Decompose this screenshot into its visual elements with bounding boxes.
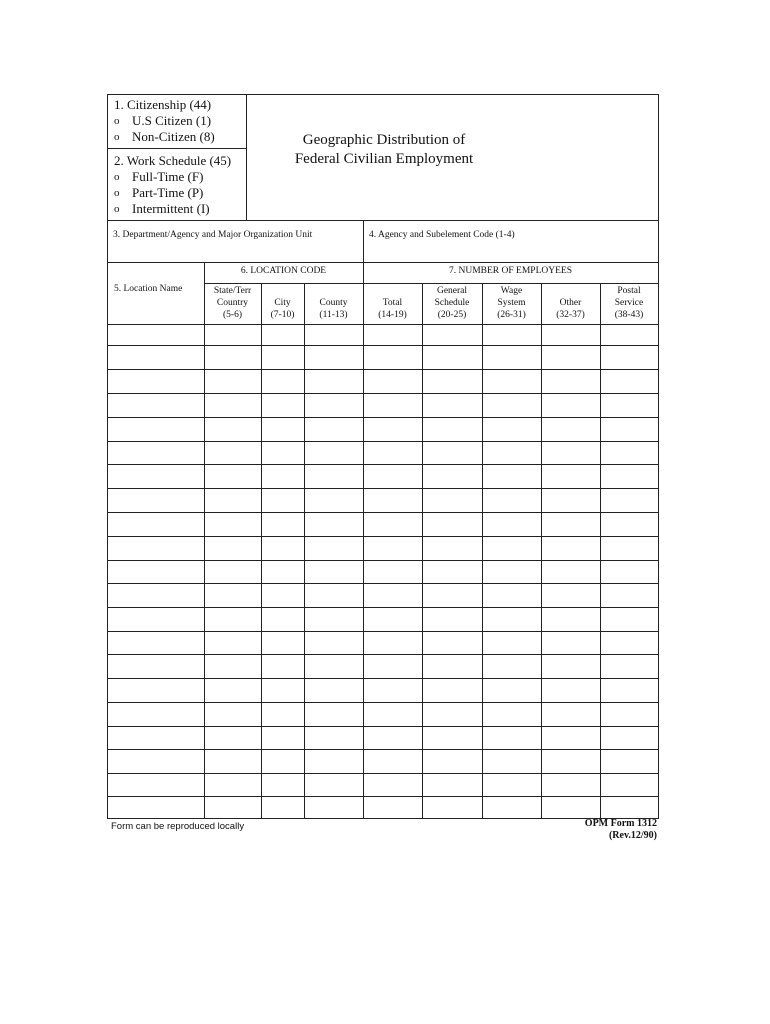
general-schedule-cell[interactable] xyxy=(422,464,482,488)
form-title xyxy=(246,131,522,169)
city-cell[interactable] xyxy=(261,560,304,583)
wage-system-cell[interactable] xyxy=(482,702,541,726)
table-row xyxy=(108,702,658,726)
table-row xyxy=(108,749,658,773)
city-cell[interactable] xyxy=(261,702,304,726)
table-row xyxy=(108,536,658,560)
wage-system-cell[interactable] xyxy=(482,464,541,488)
city-cell[interactable] xyxy=(261,417,304,441)
location-name-cell[interactable] xyxy=(108,417,204,441)
location-name-cell[interactable] xyxy=(108,369,204,393)
reproduction-note: Form can be reproduced locally xyxy=(111,821,245,832)
divider xyxy=(108,148,246,149)
state-terr-country-cell[interactable] xyxy=(204,726,261,749)
county-cell[interactable] xyxy=(304,583,363,607)
total-cell[interactable] xyxy=(363,702,422,726)
radio-bullet-icon: o xyxy=(114,171,120,183)
county-cell[interactable] xyxy=(304,702,363,726)
city-column-header xyxy=(261,285,304,321)
postal-service-cell[interactable] xyxy=(600,796,658,818)
postal-service-cell[interactable] xyxy=(600,464,658,488)
location-name-cell[interactable] xyxy=(108,345,204,369)
state-terr-country-cell[interactable] xyxy=(204,631,261,654)
other-cell[interactable] xyxy=(541,702,600,726)
table-row xyxy=(108,464,658,488)
column-header-line: (32-37) xyxy=(556,310,585,320)
city-cell[interactable] xyxy=(261,488,304,512)
general-schedule-cell[interactable] xyxy=(422,631,482,654)
total-cell[interactable] xyxy=(363,583,422,607)
total-cell[interactable] xyxy=(363,631,422,654)
column-header-line: General xyxy=(436,286,468,296)
other-cell[interactable] xyxy=(541,488,600,512)
column-header-line: Country xyxy=(216,298,249,308)
table-row xyxy=(108,678,658,702)
location-name-cell[interactable] xyxy=(108,678,204,702)
full-time-label: Full-Time (F) xyxy=(132,169,204,184)
wage-system-column-header xyxy=(482,285,541,321)
form-number xyxy=(585,818,657,842)
other-cell[interactable] xyxy=(541,536,600,560)
non-citizen-label: Non-Citizen (8) xyxy=(132,129,215,144)
total-cell[interactable] xyxy=(363,607,422,631)
radio-bullet-icon: o xyxy=(114,131,120,143)
other-cell[interactable] xyxy=(541,560,600,583)
postal-service-cell[interactable] xyxy=(600,726,658,749)
county-cell[interactable] xyxy=(304,464,363,488)
county-cell[interactable] xyxy=(304,607,363,631)
general-schedule-cell[interactable] xyxy=(422,749,482,773)
state-terr-country-cell[interactable] xyxy=(204,796,261,818)
other-cell[interactable] xyxy=(541,773,600,796)
wage-system-cell[interactable] xyxy=(482,607,541,631)
other-cell[interactable] xyxy=(541,796,600,818)
state-terr-country-cell[interactable] xyxy=(204,773,261,796)
total-cell[interactable] xyxy=(363,393,422,417)
postal-service-cell[interactable] xyxy=(600,441,658,464)
column-header-line: (14-19) xyxy=(378,310,407,320)
wage-system-cell[interactable] xyxy=(482,796,541,818)
radio-bullet-icon: o xyxy=(114,187,120,199)
column-header-line: (11-13) xyxy=(319,310,348,320)
general-schedule-column-header xyxy=(422,285,482,321)
location-name-cell[interactable] xyxy=(108,464,204,488)
total-cell[interactable] xyxy=(363,560,422,583)
column-header-line: County xyxy=(319,298,348,308)
table-row xyxy=(108,393,658,417)
city-cell[interactable] xyxy=(261,654,304,678)
agency-subelement-code-input[interactable] xyxy=(364,241,658,261)
opm-form-1312 xyxy=(107,94,659,819)
wage-system-cell[interactable] xyxy=(482,536,541,560)
postal-service-cell[interactable] xyxy=(600,324,658,345)
wage-system-cell[interactable] xyxy=(482,369,541,393)
county-cell[interactable] xyxy=(304,393,363,417)
column-header-line xyxy=(363,285,422,297)
county-cell[interactable] xyxy=(304,560,363,583)
total-cell[interactable] xyxy=(363,417,422,441)
other-cell[interactable] xyxy=(541,631,600,654)
agency-subelement-code-label: 4. Agency and Subelement Code (1-4) xyxy=(369,230,515,240)
city-cell[interactable] xyxy=(261,512,304,536)
radio-bullet-icon: o xyxy=(114,115,120,127)
county-cell[interactable] xyxy=(304,345,363,369)
postal-service-cell[interactable] xyxy=(600,773,658,796)
radio-bullet-icon: o xyxy=(114,203,120,215)
table-row xyxy=(108,607,658,631)
total-cell[interactable] xyxy=(363,345,422,369)
postal-service-cell[interactable] xyxy=(600,417,658,441)
county-column-header xyxy=(304,285,363,321)
county-cell[interactable] xyxy=(304,678,363,702)
total-cell[interactable] xyxy=(363,369,422,393)
postal-service-column-header xyxy=(600,285,658,321)
state-terr-country-column-header xyxy=(204,285,261,321)
postal-service-cell[interactable] xyxy=(600,393,658,417)
other-cell[interactable] xyxy=(541,324,600,345)
state-terr-country-cell[interactable] xyxy=(204,488,261,512)
non-citizen-option[interactable] xyxy=(114,129,215,145)
county-cell[interactable] xyxy=(304,773,363,796)
general-schedule-cell[interactable] xyxy=(422,796,482,818)
row-divider xyxy=(108,818,658,819)
state-terr-country-cell[interactable] xyxy=(204,345,261,369)
column-header-line: (5-6) xyxy=(223,310,242,320)
postal-service-cell[interactable] xyxy=(600,512,658,536)
total-cell[interactable] xyxy=(363,464,422,488)
state-terr-country-cell[interactable] xyxy=(204,678,261,702)
postal-service-cell[interactable] xyxy=(600,488,658,512)
total-cell[interactable] xyxy=(363,512,422,536)
postal-service-cell[interactable] xyxy=(600,702,658,726)
general-schedule-cell[interactable] xyxy=(422,369,482,393)
county-cell[interactable] xyxy=(304,726,363,749)
table-row xyxy=(108,631,658,654)
state-terr-country-cell[interactable] xyxy=(204,369,261,393)
general-schedule-cell[interactable] xyxy=(422,488,482,512)
general-schedule-cell[interactable] xyxy=(422,702,482,726)
column-header-line: (38-43) xyxy=(614,310,644,320)
postal-service-cell[interactable] xyxy=(600,607,658,631)
form-number-label: OPM Form 1312 xyxy=(584,818,657,829)
table-row xyxy=(108,369,658,393)
wage-system-cell[interactable] xyxy=(482,488,541,512)
total-column-header xyxy=(363,285,422,321)
postal-service-cell[interactable] xyxy=(600,654,658,678)
wage-system-cell[interactable] xyxy=(482,749,541,773)
state-terr-country-cell[interactable] xyxy=(204,536,261,560)
city-cell[interactable] xyxy=(261,536,304,560)
location-name-cell[interactable] xyxy=(108,796,204,818)
other-cell[interactable] xyxy=(541,607,600,631)
part-time-label: Part-Time (P) xyxy=(132,185,204,200)
other-cell[interactable] xyxy=(541,441,600,464)
table-row xyxy=(108,441,658,464)
location-name-cell[interactable] xyxy=(108,583,204,607)
state-terr-country-cell[interactable] xyxy=(204,607,261,631)
location-name-cell[interactable] xyxy=(108,441,204,464)
location-name-cell[interactable] xyxy=(108,726,204,749)
wage-system-cell[interactable] xyxy=(482,560,541,583)
column-header-line: Schedule xyxy=(434,298,470,308)
total-cell[interactable] xyxy=(363,726,422,749)
full-time-option[interactable] xyxy=(114,169,203,185)
county-cell[interactable] xyxy=(304,512,363,536)
other-cell[interactable] xyxy=(541,512,600,536)
city-cell[interactable] xyxy=(261,583,304,607)
column-header-line: Total xyxy=(382,298,403,308)
column-header-line: Service xyxy=(614,298,644,308)
general-schedule-cell[interactable] xyxy=(422,726,482,749)
state-terr-country-cell[interactable] xyxy=(204,512,261,536)
wage-system-cell[interactable] xyxy=(482,773,541,796)
column-header-line xyxy=(541,285,600,297)
postal-service-cell[interactable] xyxy=(600,583,658,607)
table-row xyxy=(108,654,658,678)
column-header-line: System xyxy=(497,298,526,308)
state-terr-country-cell[interactable] xyxy=(204,654,261,678)
general-schedule-cell[interactable] xyxy=(422,583,482,607)
department-agency-input[interactable] xyxy=(108,241,363,261)
wage-system-cell[interactable] xyxy=(482,393,541,417)
state-terr-country-cell[interactable] xyxy=(204,417,261,441)
table-row xyxy=(108,583,658,607)
city-cell[interactable] xyxy=(261,726,304,749)
postal-service-cell[interactable] xyxy=(600,536,658,560)
wage-system-cell[interactable] xyxy=(482,726,541,749)
general-schedule-cell[interactable] xyxy=(422,345,482,369)
other-cell[interactable] xyxy=(541,369,600,393)
general-schedule-cell[interactable] xyxy=(422,536,482,560)
county-cell[interactable] xyxy=(304,536,363,560)
location-name-cell[interactable] xyxy=(108,560,204,583)
table-row xyxy=(108,488,658,512)
location-name-cell[interactable] xyxy=(108,393,204,417)
state-terr-country-cell[interactable] xyxy=(204,560,261,583)
number-of-employees-group-header: 7. NUMBER OF EMPLOYEES xyxy=(449,266,572,276)
general-schedule-cell[interactable] xyxy=(422,607,482,631)
department-agency-label: 3. Department/Agency and Major Organization Unit xyxy=(113,230,313,240)
location-name-cell[interactable] xyxy=(108,773,204,796)
general-schedule-cell[interactable] xyxy=(422,512,482,536)
other-cell[interactable] xyxy=(541,583,600,607)
column-header-line xyxy=(261,285,304,297)
location-name-cell[interactable] xyxy=(108,631,204,654)
city-cell[interactable] xyxy=(261,369,304,393)
wage-system-cell[interactable] xyxy=(482,678,541,702)
county-cell[interactable] xyxy=(304,369,363,393)
wage-system-cell[interactable] xyxy=(482,512,541,536)
other-cell[interactable] xyxy=(541,345,600,369)
city-cell[interactable] xyxy=(261,607,304,631)
other-cell[interactable] xyxy=(541,464,600,488)
column-header-line: Other xyxy=(559,298,582,308)
city-cell[interactable] xyxy=(261,324,304,345)
location-name-cell[interactable] xyxy=(108,749,204,773)
county-cell[interactable] xyxy=(304,654,363,678)
column-header-line: (7-10) xyxy=(270,310,295,320)
state-terr-country-cell[interactable] xyxy=(204,583,261,607)
table-row xyxy=(108,345,658,369)
city-cell[interactable] xyxy=(261,441,304,464)
divider xyxy=(108,220,658,221)
total-cell[interactable] xyxy=(363,796,422,818)
wage-system-cell[interactable] xyxy=(482,654,541,678)
table-row xyxy=(108,796,658,818)
table-row xyxy=(108,726,658,749)
intermittent-option[interactable] xyxy=(114,201,210,217)
county-cell[interactable] xyxy=(304,749,363,773)
state-terr-country-cell[interactable] xyxy=(204,441,261,464)
other-cell[interactable] xyxy=(541,417,600,441)
us-citizen-label: U.S Citizen (1) xyxy=(132,113,212,128)
postal-service-cell[interactable] xyxy=(600,749,658,773)
location-name-cell[interactable] xyxy=(108,512,204,536)
total-cell[interactable] xyxy=(363,654,422,678)
column-header-line: (26-31) xyxy=(497,310,526,320)
table-row xyxy=(108,417,658,441)
total-cell[interactable] xyxy=(363,324,422,345)
other-cell[interactable] xyxy=(541,726,600,749)
city-cell[interactable] xyxy=(261,631,304,654)
wage-system-cell[interactable] xyxy=(482,441,541,464)
wage-system-cell[interactable] xyxy=(482,324,541,345)
column-header-line: City xyxy=(274,298,291,308)
postal-service-cell[interactable] xyxy=(600,369,658,393)
column-header-line: (20-25) xyxy=(437,310,467,320)
location-name-cell[interactable] xyxy=(108,488,204,512)
general-schedule-cell[interactable] xyxy=(422,441,482,464)
postal-service-cell[interactable] xyxy=(600,560,658,583)
postal-service-cell[interactable] xyxy=(600,631,658,654)
city-cell[interactable] xyxy=(261,678,304,702)
city-cell[interactable] xyxy=(261,773,304,796)
wage-system-cell[interactable] xyxy=(482,417,541,441)
total-cell[interactable] xyxy=(363,678,422,702)
city-cell[interactable] xyxy=(261,393,304,417)
wage-system-cell[interactable] xyxy=(482,345,541,369)
city-cell[interactable] xyxy=(261,345,304,369)
other-column-header xyxy=(541,285,600,321)
column-header-line: Postal xyxy=(617,286,641,296)
total-cell[interactable] xyxy=(363,749,422,773)
other-cell[interactable] xyxy=(541,654,600,678)
county-cell[interactable] xyxy=(304,441,363,464)
location-name-cell[interactable] xyxy=(108,536,204,560)
intermittent-label: Intermittent (I) xyxy=(132,201,210,216)
county-cell[interactable] xyxy=(304,417,363,441)
total-cell[interactable] xyxy=(363,441,422,464)
location-name-cell[interactable] xyxy=(108,607,204,631)
state-terr-country-cell[interactable] xyxy=(204,324,261,345)
work-schedule-label: 2. Work Schedule (45) xyxy=(114,153,232,168)
location-name-cell[interactable] xyxy=(108,324,204,345)
wage-system-cell[interactable] xyxy=(482,631,541,654)
column-header-line: State/Terr xyxy=(213,286,252,296)
divider xyxy=(204,283,658,284)
wage-system-cell[interactable] xyxy=(482,583,541,607)
general-schedule-cell[interactable] xyxy=(422,324,482,345)
postal-service-cell[interactable] xyxy=(600,678,658,702)
general-schedule-cell[interactable] xyxy=(422,654,482,678)
location-name-cell[interactable] xyxy=(108,702,204,726)
total-cell[interactable] xyxy=(363,488,422,512)
county-cell[interactable] xyxy=(304,796,363,818)
city-cell[interactable] xyxy=(261,749,304,773)
table-row xyxy=(108,773,658,796)
table-row xyxy=(108,512,658,536)
citizenship-label: 1. Citizenship (44) xyxy=(114,97,212,112)
county-cell[interactable] xyxy=(304,488,363,512)
form-title-line2: Federal Civilian Employment xyxy=(294,151,474,167)
part-time-option[interactable] xyxy=(114,185,203,201)
us-citizen-option[interactable] xyxy=(114,113,211,129)
general-schedule-cell[interactable] xyxy=(422,773,482,796)
general-schedule-cell[interactable] xyxy=(422,417,482,441)
other-cell[interactable] xyxy=(541,393,600,417)
county-cell[interactable] xyxy=(304,631,363,654)
city-cell[interactable] xyxy=(261,796,304,818)
state-terr-country-cell[interactable] xyxy=(204,393,261,417)
location-name-header: 5. Location Name xyxy=(114,284,183,294)
general-schedule-cell[interactable] xyxy=(422,393,482,417)
other-cell[interactable] xyxy=(541,749,600,773)
state-terr-country-cell[interactable] xyxy=(204,749,261,773)
total-cell[interactable] xyxy=(363,773,422,796)
form-revision: (Rev.12/90) xyxy=(608,830,657,841)
state-terr-country-cell[interactable] xyxy=(204,464,261,488)
table-row xyxy=(108,560,658,583)
divider xyxy=(108,262,658,263)
general-schedule-cell[interactable] xyxy=(422,560,482,583)
total-cell[interactable] xyxy=(363,536,422,560)
table-row xyxy=(108,324,658,345)
postal-service-cell[interactable] xyxy=(600,345,658,369)
state-terr-country-cell[interactable] xyxy=(204,702,261,726)
form-title-line1: Geographic Distribution of xyxy=(302,132,466,148)
location-name-cell[interactable] xyxy=(108,654,204,678)
county-cell[interactable] xyxy=(304,324,363,345)
column-header-line: Wage xyxy=(500,286,523,296)
city-cell[interactable] xyxy=(261,464,304,488)
column-header-line xyxy=(304,285,363,297)
location-code-group-header: 6. LOCATION CODE xyxy=(240,266,327,276)
general-schedule-cell[interactable] xyxy=(422,678,482,702)
other-cell[interactable] xyxy=(541,678,600,702)
